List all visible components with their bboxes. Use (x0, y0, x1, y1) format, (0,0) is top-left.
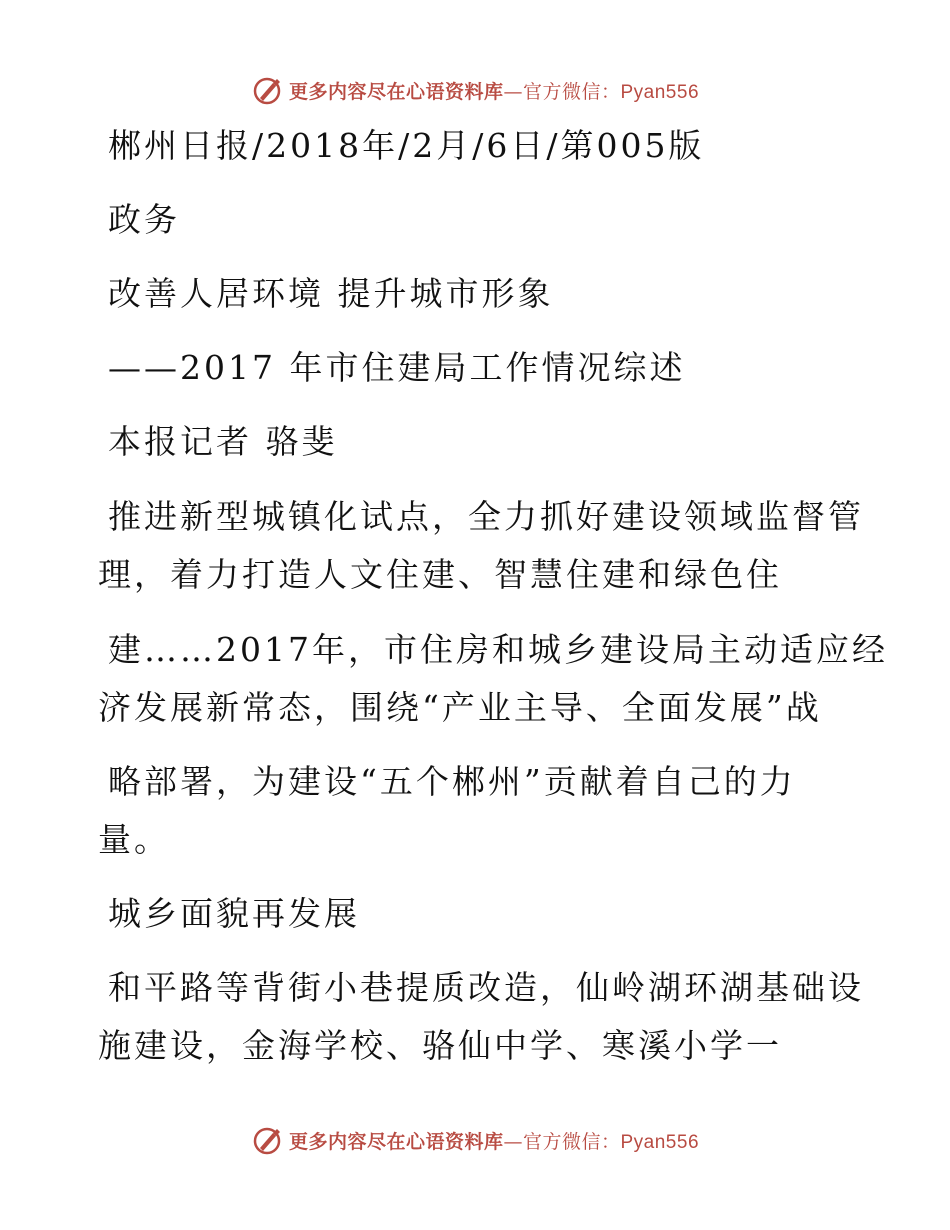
subheadline: ——2017 年市住建局工作情况综述 (108, 348, 686, 387)
paragraph-2-line-1: 和平路等背街小巷提质改造，仙岭湖环湖基础设 (108, 968, 864, 1007)
paragraph-1-line-1: 推进新型城镇化试点，全力抓好建设领域监督管 (108, 497, 864, 536)
watermark-banner-bottom (0, 1120, 950, 1160)
paragraph-1-line-3: 建……2017年，市住房和城乡建设局主动适应经 (108, 630, 888, 669)
watermark-wechat-label: 官方微信： (522, 1130, 621, 1153)
subheading-1: 城乡面貌再发展 (108, 894, 360, 933)
byline: 本报记者 骆斐 (108, 422, 338, 461)
paragraph-1-line-6: 量。 (98, 820, 170, 859)
paragraph-2-line-2: 施建设，金海学校、骆仙中学、寒溪小学一 (98, 1026, 782, 1065)
section-label: 政务 (108, 200, 180, 239)
watermark-text: 更多内容尽在心语资料库 (288, 1130, 504, 1153)
paragraph-1-line-2: 理，着力打造人文住建、智慧住建和绿色住 (98, 555, 782, 594)
paragraph-1-line-4: 济发展新常态，围绕“产业主导、全面发展”战 (98, 688, 822, 727)
paragraph-1-line-5: 略部署，为建设“五个郴州”贡献着自己的力 (108, 762, 796, 801)
headline: 改善人居环境 提升城市形象 (108, 274, 554, 313)
pen-logo-icon (251, 1124, 283, 1156)
watermark-wechat-id: Pyan556 (620, 1131, 700, 1153)
source-line: 郴州日报/2018年/2月/6日/第005版 (108, 126, 705, 165)
watermark-text: 更多内容尽在心语资料库 (288, 80, 504, 103)
watermark-separator: — (503, 80, 523, 103)
watermark-separator: — (503, 1130, 523, 1153)
watermark-wechat-id: Pyan556 (620, 81, 700, 103)
watermark-wechat-label: 官方微信： (522, 80, 621, 103)
